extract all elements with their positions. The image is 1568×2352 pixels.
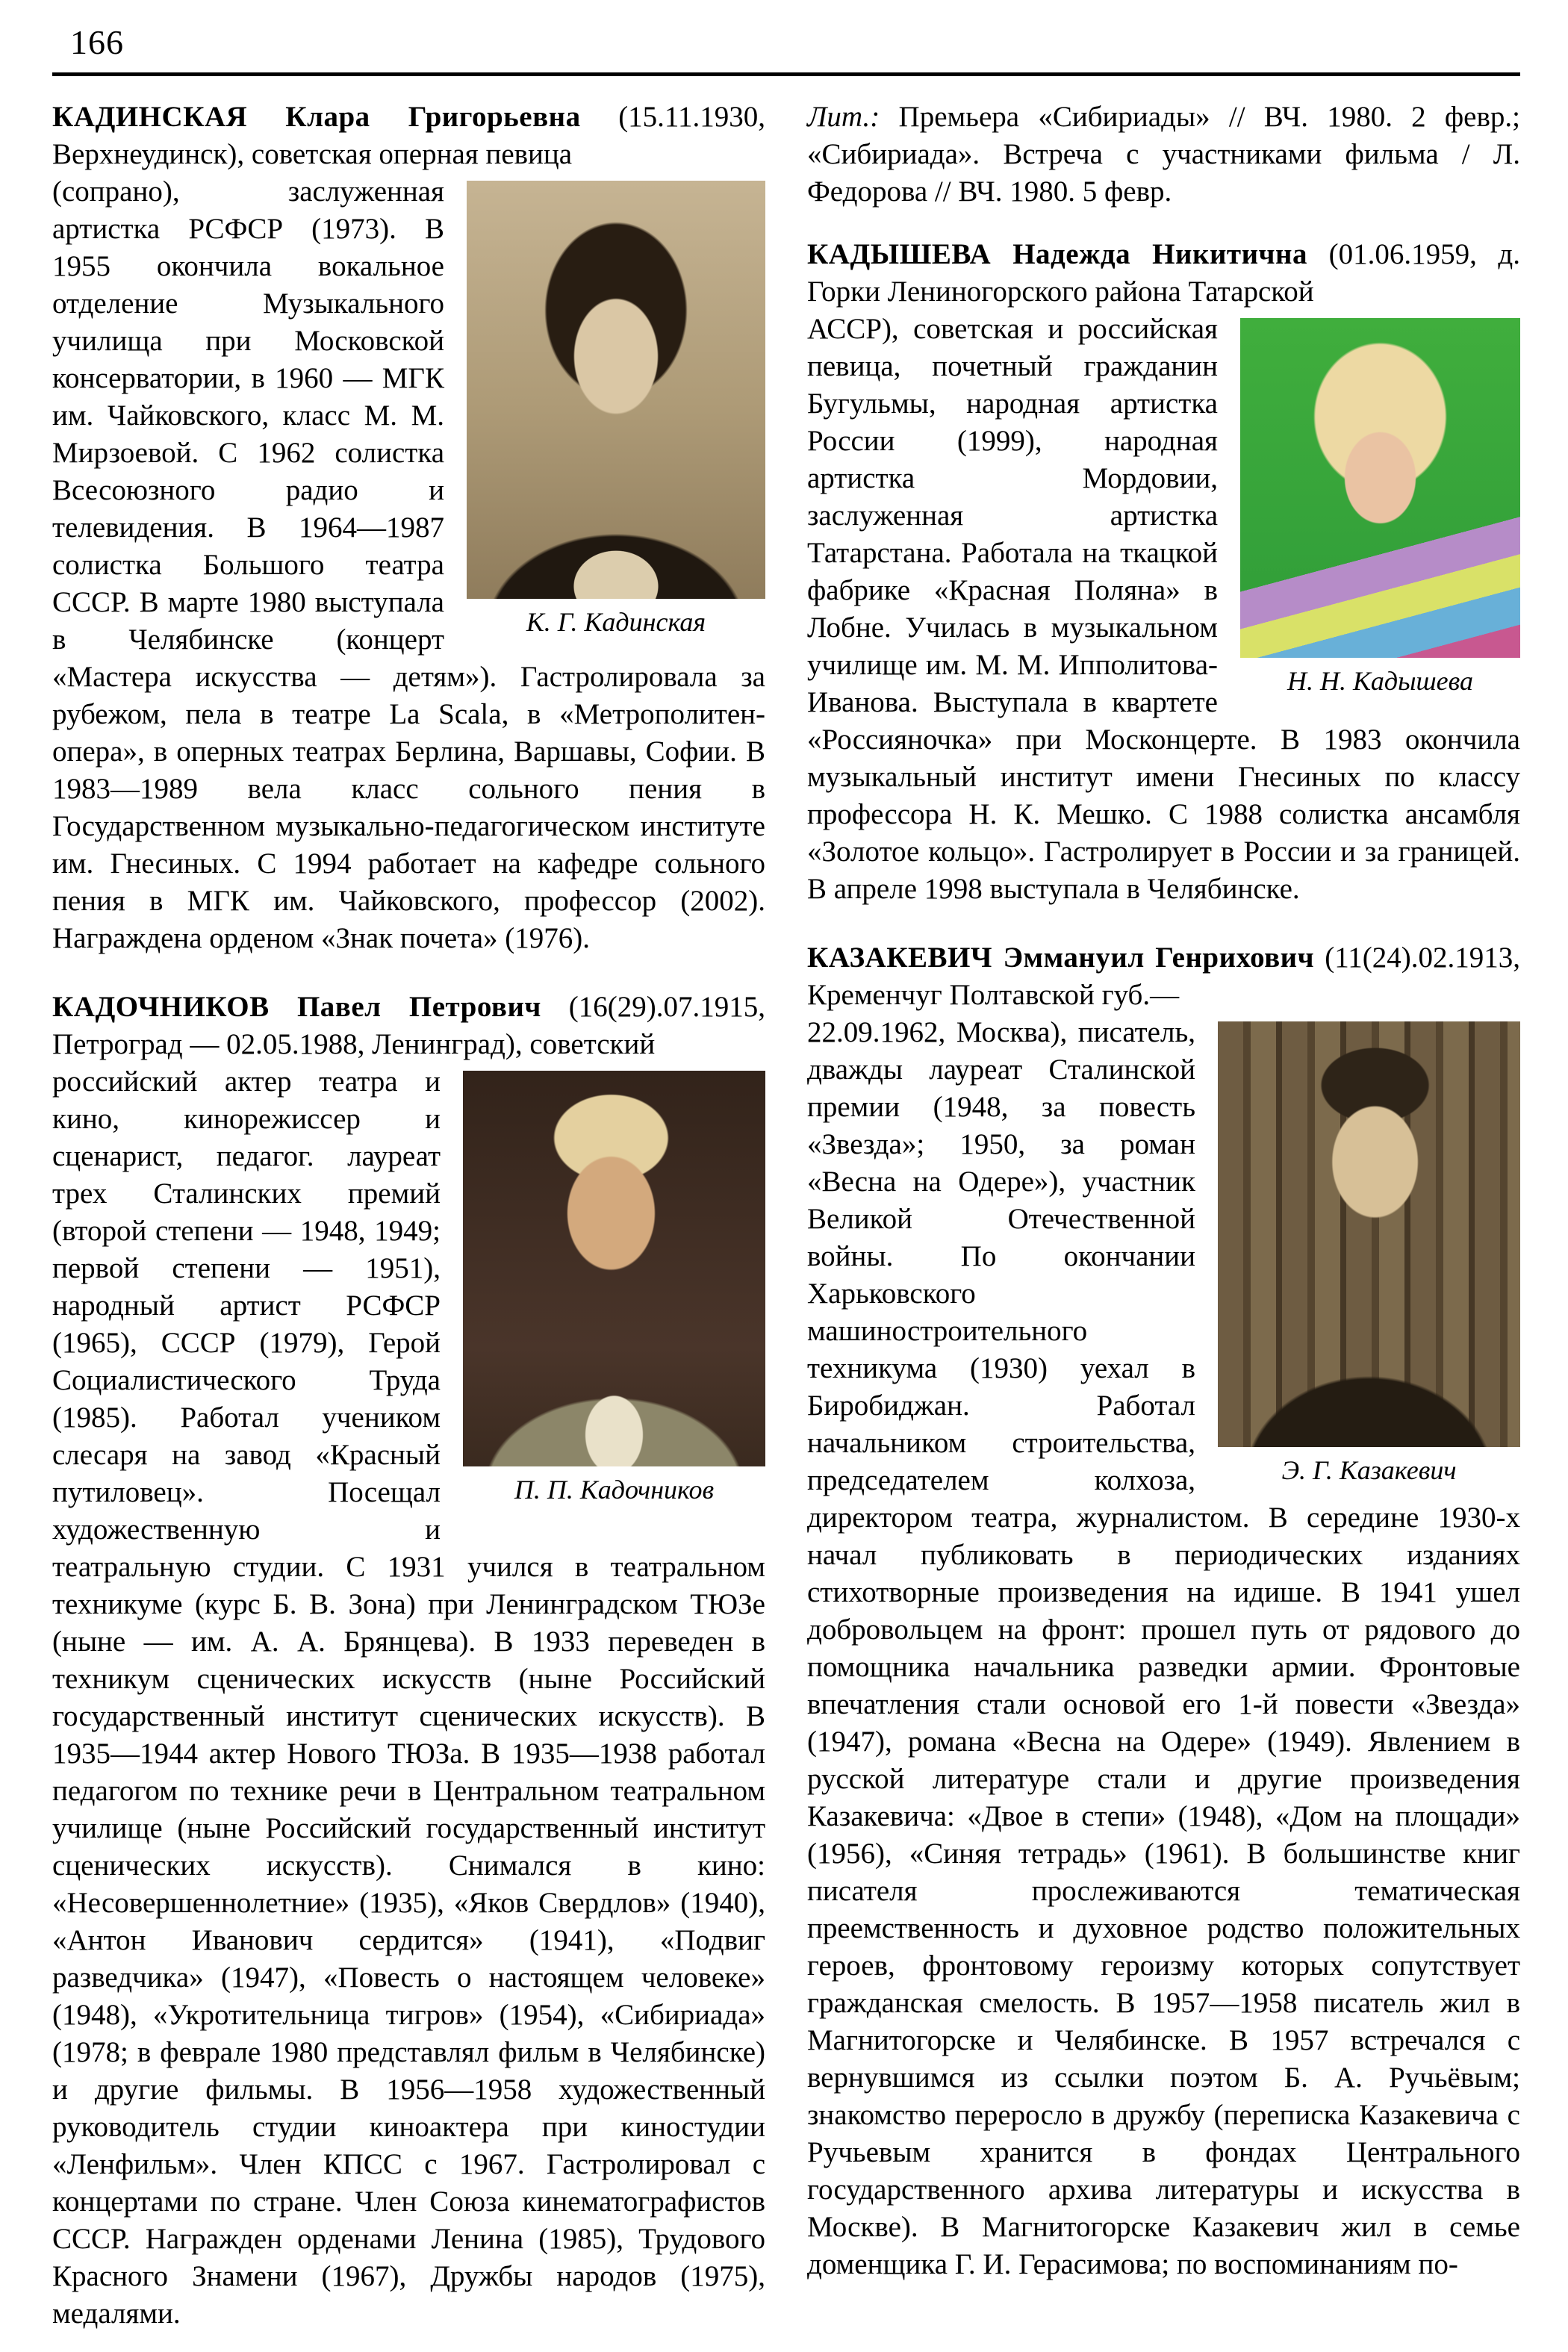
entry-heading-line: [807, 236, 1520, 311]
entry-lead-text: (01.06.1959, д. Горки Лениногорского района Татарской: [807, 238, 1520, 308]
entry-kadochnikov: [52, 989, 765, 2333]
entry-body-kadochnikov: российский актер театра и кино, кинорежиссер и сценарист, педагог. лауреат трех Сталинских премий (второй степени — 1948, 1949; первой степени — 1951), народный артист РСФСР (1965), СССР (1979), Герой Социалистического Труда (1985). Работал учеником слесаря на завод «Красный путиловец». Посещал художественную и театральную студии. С 1931 учился в театральном техникуме (курс Б. В. Зона) при Ленинградском ТЮЗе (ныне — им. А. А. Брянцева). В 1933 переведен в техникум сценических искусств (ныне Российский государственный институт сценических искусств). В 1935—1944 актер Нового ТЮЗа. В 1935—1938 работал педагогом по технике речи в Центральном театральном училище (ныне Российский государственный институт сценических искусств). Снимался в кино: «Несовершеннолетние» (1935), «Яков Свердлов» (1940), «Антон Иванович сердится» (1941), «Подвиг разведчика» (1947), «Повесть о настоящем человеке» (1948), «Укротительница тигров» (1954), «Сибириада» (1978; в феврале 1980 представлял фильм в Челябинске) и другие фильмы. В 1956—1958 художественный руководитель студии киноактера при киностудии «Ленфильм». Член КПСС с 1967. Гастролировал с концертами по стране. Член Союза кинематографистов СССР. Награжден орденами Ленина (1985), Трудового Красного Знамени (1967), Дружбы народов (1975), медалями.: [52, 1065, 765, 2330]
column-right: [807, 99, 1520, 2283]
literature-note: [807, 99, 1520, 211]
photo-caption-kazakevich: Э. Г. Казакевич: [1281, 1455, 1457, 1485]
photo-caption-kadochnikov: П. П. Кадочников: [514, 1475, 715, 1505]
entry-body-kadinskaya: (сопрано), заслуженная артистка РСФСР (1973). В 1955 окончила вокальное отделение Музыкального училища при Московской консерватории, в 1960 — МГК им. Чайковского, класс М. М. Мирзоевой. С 1962 солистка Всесоюзного радио и телевидения. В 1964—1987 солистка Большого театра СССР. В марте 1980 выступала в Челябинске (концерт «Мастера искусства — детям»). Гастролировала за рубежом, пела в театре La Scala, в «Метрополитен-опера», в оперных театрах Берлина, Варшавы, Софии. В 1983—1989 вела класс сольного пения в Государственном музыкально-педагогическом институте им. Гнесиных. С 1994 работает на кафедре сольного пения в МГК им. Чайковского, профессор (2002). Награждена орденом «Знак почета» (1976).: [52, 175, 765, 954]
entry-kadinskaya: [52, 99, 765, 957]
entry-lead-text: (15.11.1930, Верхнеудинск), советская оперная певица: [52, 101, 765, 170]
entry-body-kazakevich: 22.09.1962, Москва), писатель, дважды лауреат Сталинской премии (1948, за повесть «Звезда»; 1950, за роман «Весна на Одере»), участник Великой Отечественной войны. По окончании Харьковского машиностроительного техникума (1930) уехал в Биробиджан. Работал начальником строительства, председателем колхоза, директором театра, журналистом. В середине 1930-х начал публиковать в периодических изданиях стихотворные произведения на идише. В 1941 ушел добровольцем на фронт: прошел путь от рядового до помощника начальника разведки армии. Фронтовые впечатления стали основой его 1-й повести «Звезда» (1947), романа «Весна на Одере» (1949). Явлением в русской литературе стали и другие произведения Казакевича: «Двое в степи» (1948), «Дом на площади» (1956), «Синяя тетрадь» (1961). В большинстве книг писателя прослеживаются тематическая преемственность и духовное родство положительных героев, фронтовому героизму которых сопутствует гражданская смелость. В 1957—1958 писатель жил в Магнитогорске и Челябинске. В 1957 встречался с вернувшимся из ссылки поэтом Б. А. Ручьёвым; знакомство переросло в дружбу (переписка Казакевича с Ручьевым хранится в фондах Центрального государственного архива литературы и искусства в Москве). В Магнитогорске Казакевич жил в семье доменщика Г. И. Герасимова; по воспоминаниям по-: [807, 1016, 1520, 2280]
figure-kadinskaya: [467, 181, 765, 638]
entry-name-kadinskaya: КАДИНСКАЯ Клара Григорьевна: [52, 101, 581, 133]
figure-kadochnikov: [463, 1071, 765, 1505]
entry-heading-line: [807, 939, 1520, 1014]
entry-heading-line: [52, 99, 765, 173]
figure-kadysheva: [1240, 318, 1520, 697]
literature-text: Премьера «Сибириады» // ВЧ. 1980. 2 февр.; «Сибириада». Встреча с участниками фильма / Л. Федорова // ВЧ. 1980. 5 февр.: [807, 101, 1520, 208]
entry-lead-text: (11(24).02.1913, Кременчуг Полтавской губ.—: [807, 942, 1520, 1011]
two-column-layout: [52, 99, 1520, 2333]
portrait-photo-kadysheva: [1240, 318, 1520, 658]
portrait-photo-kadinskaya: [467, 181, 765, 599]
column-left: [52, 99, 765, 2333]
entry-kadysheva: [807, 236, 1520, 908]
entry-name-kazakevich: КАЗАКЕВИЧ Эммануил Генрихович: [807, 942, 1315, 974]
literature-label: Лит.:: [807, 101, 880, 133]
entry-name-kadochnikov: КАДОЧНИКОВ Павел Петрович: [52, 991, 541, 1023]
entry-heading-line: [52, 989, 765, 1063]
entry-lead-text: (16(29).07.1915, Петроград — 02.05.1988, Ленинград), советский: [52, 991, 765, 1060]
photo-caption-kadysheva: Н. Н. Кадышева: [1287, 666, 1474, 696]
figure-kazakevich: [1218, 1021, 1520, 1486]
entry-body-kadysheva: АССР), советская и российская певица, почетный гражданин Бугульмы, народная артистка России (1999), народная артистка Мордовии, заслуженная артистка Татарстана. Работала на ткацкой фабрике «Красная Поляна» в Лобне. Училась в музыкальном училище им. М. М. Ипполитова-Иванова. Выступала в квартете «Россияночка» при Москонцерте. В 1983 окончила музыкальный институт имени Гнесиных по классу профессора Н. К. Мешко. С 1988 солистка ансамбля «Золотое кольцо». Гастролирует в России и за границей. В апреле 1998 выступала в Челябинске.: [807, 313, 1520, 905]
portrait-photo-kadochnikov: [463, 1071, 765, 1466]
entry-kazakevich: [807, 939, 1520, 2283]
photo-caption-kadinskaya: К. Г. Кадинская: [526, 607, 706, 637]
header-rule: [52, 72, 1520, 76]
portrait-photo-kazakevich: [1218, 1021, 1520, 1447]
entry-name-kadysheva: КАДЫШЕВА Надежда Никитична: [807, 238, 1308, 270]
page-number: 166: [70, 23, 124, 61]
